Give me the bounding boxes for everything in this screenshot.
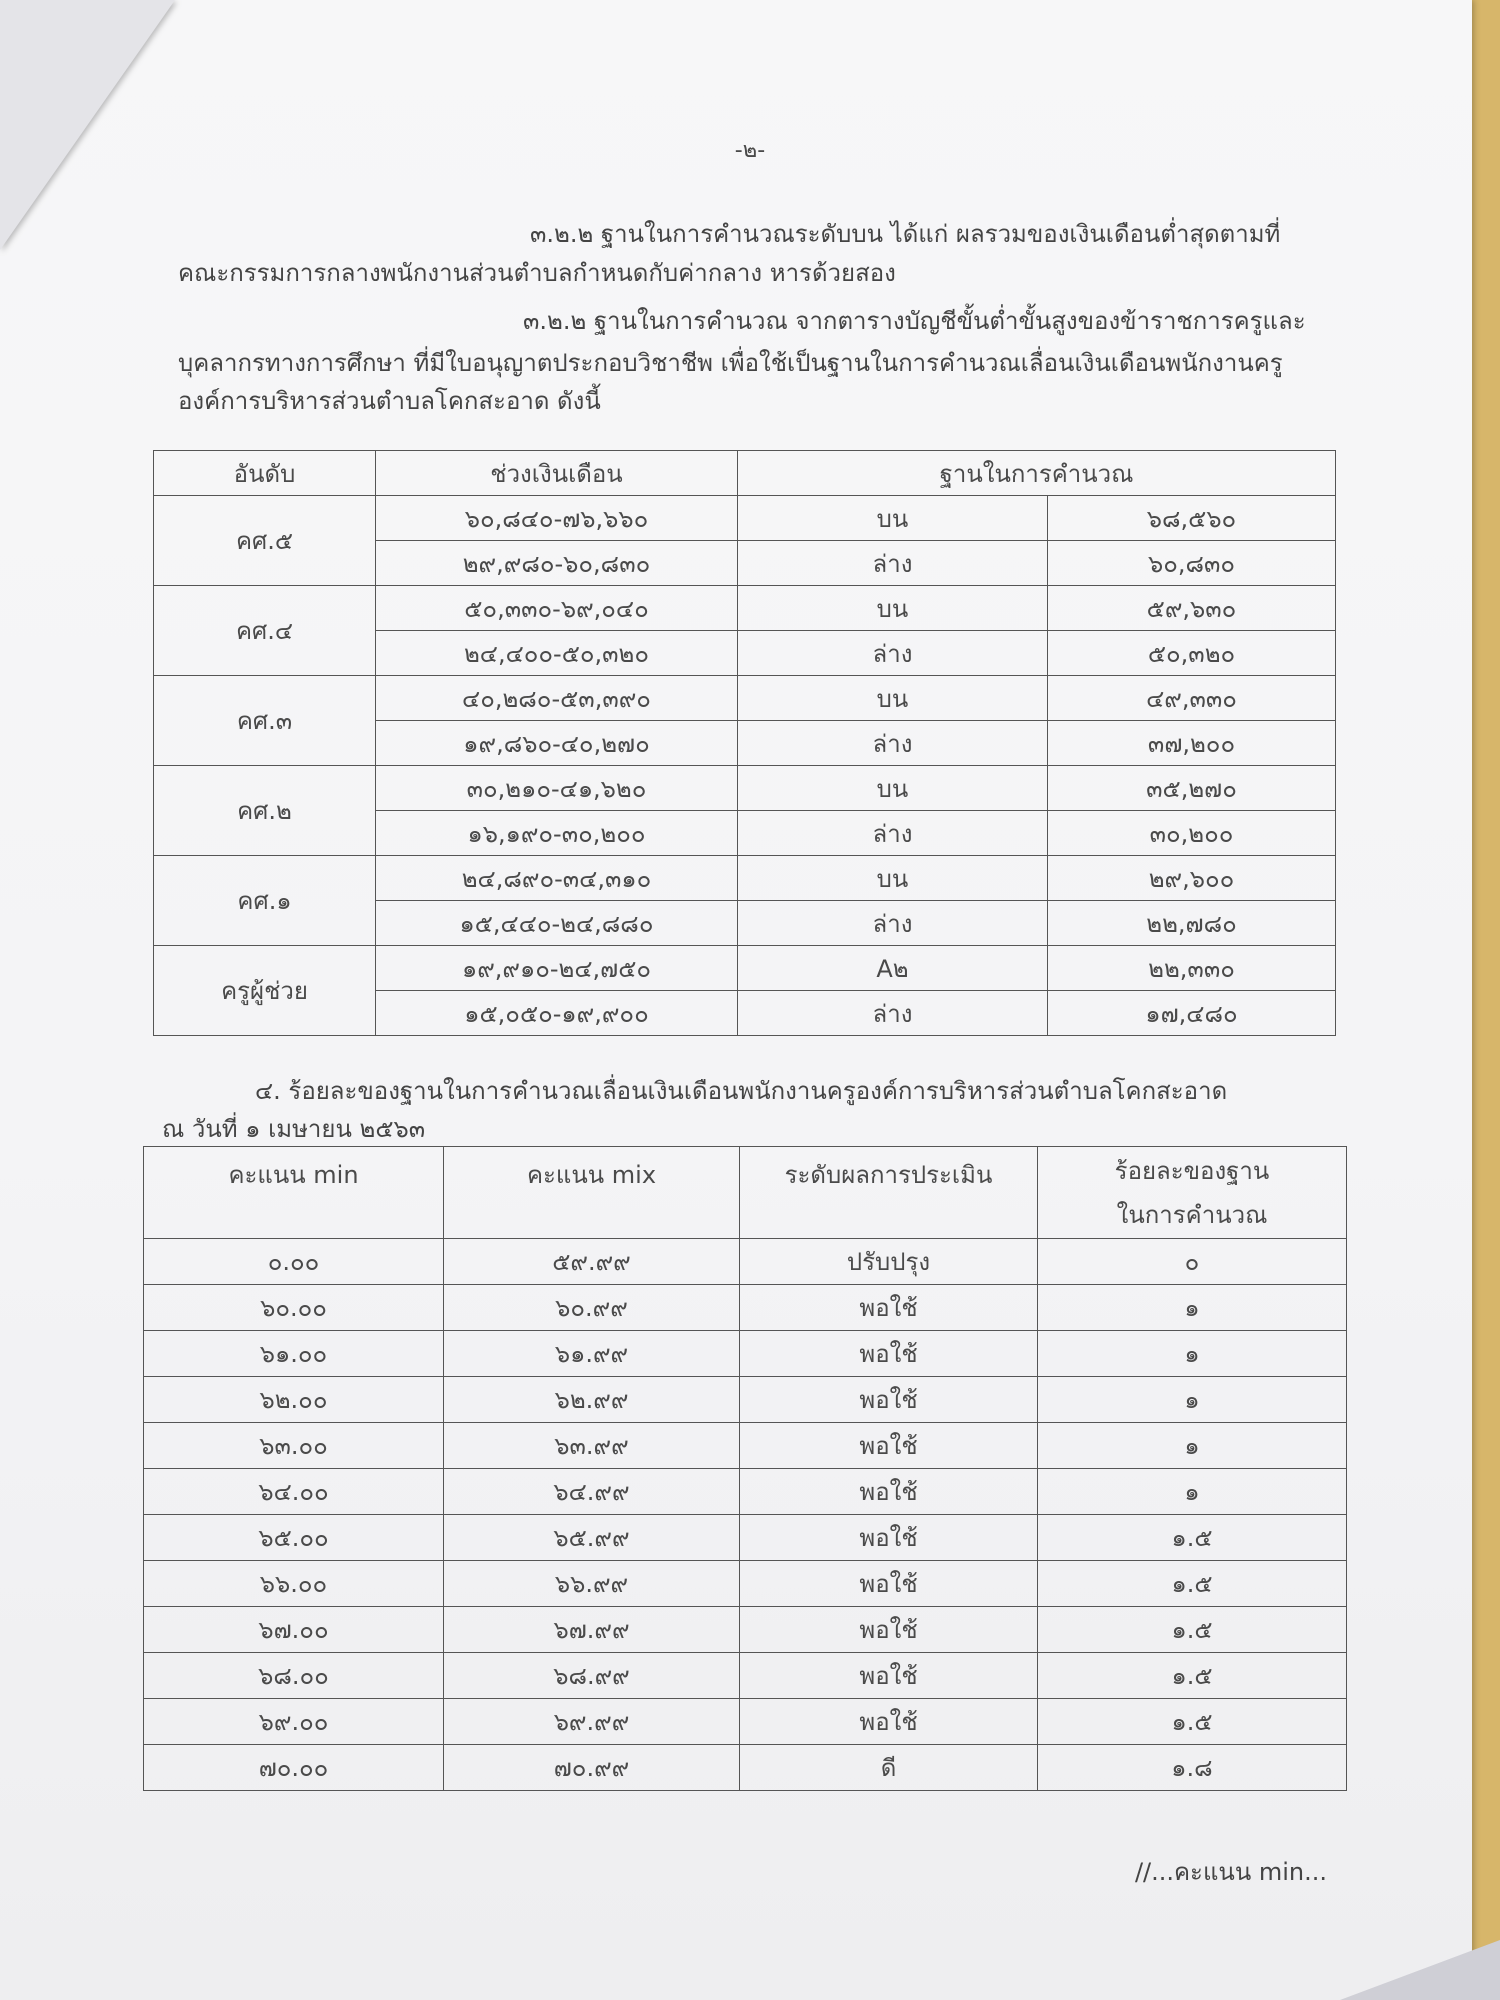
max-cell: ๖๐.๙๙ <box>444 1285 740 1331</box>
min-cell: ๖๐.๐๐ <box>144 1285 444 1331</box>
min-cell: ๖๓.๐๐ <box>144 1423 444 1469</box>
base-cell: ๑๗,๔๘๐ <box>1048 991 1336 1036</box>
percentage-table-row <box>144 1469 1347 1515</box>
level-cell: บน <box>738 856 1048 901</box>
percentage-table <box>143 1146 1347 1791</box>
pct-cell: ๑ <box>1038 1285 1347 1331</box>
percentage-table-row <box>144 1331 1347 1377</box>
level-cell: พอใช้ <box>740 1515 1038 1561</box>
level-cell: พอใช้ <box>740 1469 1038 1515</box>
range-cell: ๒๙,๙๘๐-๖๐,๘๓๐ <box>376 541 738 586</box>
base-cell: ๖๘,๕๖๐ <box>1048 496 1336 541</box>
level-cell: พอใช้ <box>740 1699 1038 1745</box>
percentage-table-row <box>144 1745 1347 1791</box>
pct-cell: ๑.๘ <box>1038 1745 1347 1791</box>
max-cell: ๖๖.๙๙ <box>444 1561 740 1607</box>
pct-cell: ๑ <box>1038 1423 1347 1469</box>
paragraph-3-2-2a-line2: คณะกรรมการกลางพนักงานส่วนตำบลกำหนดกับค่ากลาง หารด้วยสอง <box>178 259 896 287</box>
min-cell: ๗๐.๐๐ <box>144 1745 444 1791</box>
header-calculation-base: ฐานในการคำนวณ <box>738 451 1336 496</box>
level-cell: A๒ <box>738 946 1048 991</box>
level-cell: ล่าง <box>738 631 1048 676</box>
paragraph-3-2-2b-line2: บุคลากรทางการศึกษา ที่มีใบอนุญาตประกอบวิชาชีพ เพื่อใช้เป็นฐานในการคำนวณเลื่อนเงินเดือนพนักงานครู <box>178 349 1283 377</box>
salary-table-row <box>154 946 1336 991</box>
min-cell: ๖๑.๐๐ <box>144 1331 444 1377</box>
min-cell: ๐.๐๐ <box>144 1239 444 1285</box>
max-cell: ๖๓.๙๙ <box>444 1423 740 1469</box>
level-cell: พอใช้ <box>740 1377 1038 1423</box>
header-rank: อันดับ <box>154 451 376 496</box>
base-cell: ๕๙,๖๓๐ <box>1048 586 1336 631</box>
rank-cell: คศ.๕ <box>154 496 376 586</box>
range-cell: ๑๙,๘๖๐-๔๐,๒๗๐ <box>376 721 738 766</box>
level-cell: พอใช้ <box>740 1607 1038 1653</box>
salary-table-row <box>154 676 1336 721</box>
max-cell: ๖๑.๙๙ <box>444 1331 740 1377</box>
level-cell: ดี <box>740 1745 1038 1791</box>
level-cell: พอใช้ <box>740 1331 1038 1377</box>
section-4-date: ณ วันที่ ๑ เมษายน ๒๕๖๓ <box>162 1115 426 1143</box>
section-4-heading: ๔. ร้อยละของฐานในการคำนวณเลื่อนเงินเดือนพนักงานครูองค์การบริหารส่วนตำบลโคกสะอาด <box>255 1077 1228 1105</box>
rank-cell: คศ.๔ <box>154 586 376 676</box>
header-percent-line2: ในการคำนวณ <box>1116 1200 1268 1229</box>
folded-page-corner <box>0 0 175 250</box>
continuation-note: //...คะแนน min... <box>1134 1858 1327 1886</box>
level-cell: บน <box>738 586 1048 631</box>
salary-table-header-row <box>154 451 1336 496</box>
level-cell: ล่าง <box>738 901 1048 946</box>
pct-cell: ๑.๕ <box>1038 1607 1347 1653</box>
header-score-max: คะแนน mix <box>444 1147 740 1239</box>
base-cell: ๓๐,๒๐๐ <box>1048 811 1336 856</box>
base-cell: ๔๙,๓๓๐ <box>1048 676 1336 721</box>
level-cell: บน <box>738 766 1048 811</box>
max-cell: ๖๕.๙๙ <box>444 1515 740 1561</box>
page-number: -๒- <box>734 138 766 163</box>
rank-cell: คศ.๒ <box>154 766 376 856</box>
base-cell: ๒๙,๖๐๐ <box>1048 856 1336 901</box>
level-cell: ล่าง <box>738 811 1048 856</box>
base-cell: ๕๐,๓๒๐ <box>1048 631 1336 676</box>
range-cell: ๑๖,๑๙๐-๓๐,๒๐๐ <box>376 811 738 856</box>
percentage-table-row <box>144 1607 1347 1653</box>
percentage-table-row <box>144 1561 1347 1607</box>
base-cell: ๒๒,๗๘๐ <box>1048 901 1336 946</box>
max-cell: ๖๒.๙๙ <box>444 1377 740 1423</box>
level-cell: ปรับปรุง <box>740 1239 1038 1285</box>
max-cell: ๖๘.๙๙ <box>444 1653 740 1699</box>
level-cell: พอใช้ <box>740 1653 1038 1699</box>
percentage-table-row <box>144 1239 1347 1285</box>
pct-cell: ๑.๕ <box>1038 1699 1347 1745</box>
range-cell: ๒๔,๔๐๐-๕๐,๓๒๐ <box>376 631 738 676</box>
level-cell: พอใช้ <box>740 1285 1038 1331</box>
percentage-table-header-row <box>144 1147 1347 1239</box>
salary-table-body <box>154 496 1336 1036</box>
range-cell: ๑๙,๙๑๐-๒๔,๗๕๐ <box>376 946 738 991</box>
max-cell: ๖๗.๙๙ <box>444 1607 740 1653</box>
percentage-table-row <box>144 1285 1347 1331</box>
min-cell: ๖๖.๐๐ <box>144 1561 444 1607</box>
max-cell: ๖๔.๙๙ <box>444 1469 740 1515</box>
header-salary-range: ช่วงเงินเดือน <box>376 451 738 496</box>
paragraph-3-2-2b-line3: องค์การบริหารส่วนตำบลโคกสะอาด ดังนี้ <box>178 387 601 415</box>
min-cell: ๖๔.๐๐ <box>144 1469 444 1515</box>
salary-table-row <box>154 496 1336 541</box>
header-percent-line1: ร้อยละของฐาน <box>1114 1156 1270 1185</box>
salary-table-row <box>154 586 1336 631</box>
min-cell: ๖๘.๐๐ <box>144 1653 444 1699</box>
paragraph-3-2-2a-line1: ๓.๒.๒ ฐานในการคำนวณระดับบน ได้แก่ ผลรวมของเงินเดือนต่ำสุดตามที่ <box>530 220 1281 248</box>
percentage-table-row <box>144 1653 1347 1699</box>
percentage-table-row <box>144 1699 1347 1745</box>
range-cell: ๓๐,๒๑๐-๔๑,๖๒๐ <box>376 766 738 811</box>
pct-cell: ๑.๕ <box>1038 1561 1347 1607</box>
pct-cell: ๑ <box>1038 1331 1347 1377</box>
min-cell: ๖๒.๐๐ <box>144 1377 444 1423</box>
paragraph-3-2-2b-line1: ๓.๒.๒ ฐานในการคำนวณ จากตารางบัญชีขั้นต่ำขั้นสูงของข้าราชการครูและ <box>523 307 1306 335</box>
range-cell: ๔๐,๒๘๐-๕๓,๓๙๐ <box>376 676 738 721</box>
pct-cell: ๑.๕ <box>1038 1653 1347 1699</box>
rank-cell: ครูผู้ช่วย <box>154 946 376 1036</box>
range-cell: ๒๔,๘๙๐-๓๔,๓๑๐ <box>376 856 738 901</box>
percentage-table-row <box>144 1423 1347 1469</box>
pct-cell: ๑ <box>1038 1377 1347 1423</box>
salary-table-row <box>154 766 1336 811</box>
salary-table-row <box>154 856 1336 901</box>
min-cell: ๖๙.๐๐ <box>144 1699 444 1745</box>
base-cell: ๖๐,๘๓๐ <box>1048 541 1336 586</box>
rank-cell: คศ.๑ <box>154 856 376 946</box>
level-cell: ล่าง <box>738 721 1048 766</box>
header-evaluation-level: ระดับผลการประเมิน <box>740 1147 1038 1239</box>
max-cell: ๗๐.๙๙ <box>444 1745 740 1791</box>
level-cell: บน <box>738 676 1048 721</box>
base-cell: ๓๕,๒๗๐ <box>1048 766 1336 811</box>
rank-cell: คศ.๓ <box>154 676 376 766</box>
pct-cell: ๑.๕ <box>1038 1515 1347 1561</box>
base-cell: ๒๒,๓๓๐ <box>1048 946 1336 991</box>
level-cell: ล่าง <box>738 541 1048 586</box>
range-cell: ๑๕,๐๕๐-๑๙,๙๐๐ <box>376 991 738 1036</box>
pct-cell: ๐ <box>1038 1239 1347 1285</box>
level-cell: ล่าง <box>738 991 1048 1036</box>
header-score-min: คะแนน min <box>144 1147 444 1239</box>
level-cell: บน <box>738 496 1048 541</box>
max-cell: ๖๙.๙๙ <box>444 1699 740 1745</box>
range-cell: ๖๐,๘๔๐-๗๖,๖๖๐ <box>376 496 738 541</box>
percentage-table-row <box>144 1515 1347 1561</box>
desk-object-corner <box>1340 1940 1500 2000</box>
level-cell: พอใช้ <box>740 1423 1038 1469</box>
min-cell: ๖๗.๐๐ <box>144 1607 444 1653</box>
percentage-table-body <box>144 1239 1347 1791</box>
level-cell: พอใช้ <box>740 1561 1038 1607</box>
header-percent-of-base <box>1038 1147 1347 1239</box>
range-cell: ๑๕,๔๔๐-๒๔,๘๘๐ <box>376 901 738 946</box>
pct-cell: ๑ <box>1038 1469 1347 1515</box>
salary-base-table <box>153 450 1336 1036</box>
max-cell: ๕๙.๙๙ <box>444 1239 740 1285</box>
percentage-table-row <box>144 1377 1347 1423</box>
range-cell: ๕๐,๓๓๐-๖๙,๐๔๐ <box>376 586 738 631</box>
min-cell: ๖๕.๐๐ <box>144 1515 444 1561</box>
base-cell: ๓๗,๒๐๐ <box>1048 721 1336 766</box>
